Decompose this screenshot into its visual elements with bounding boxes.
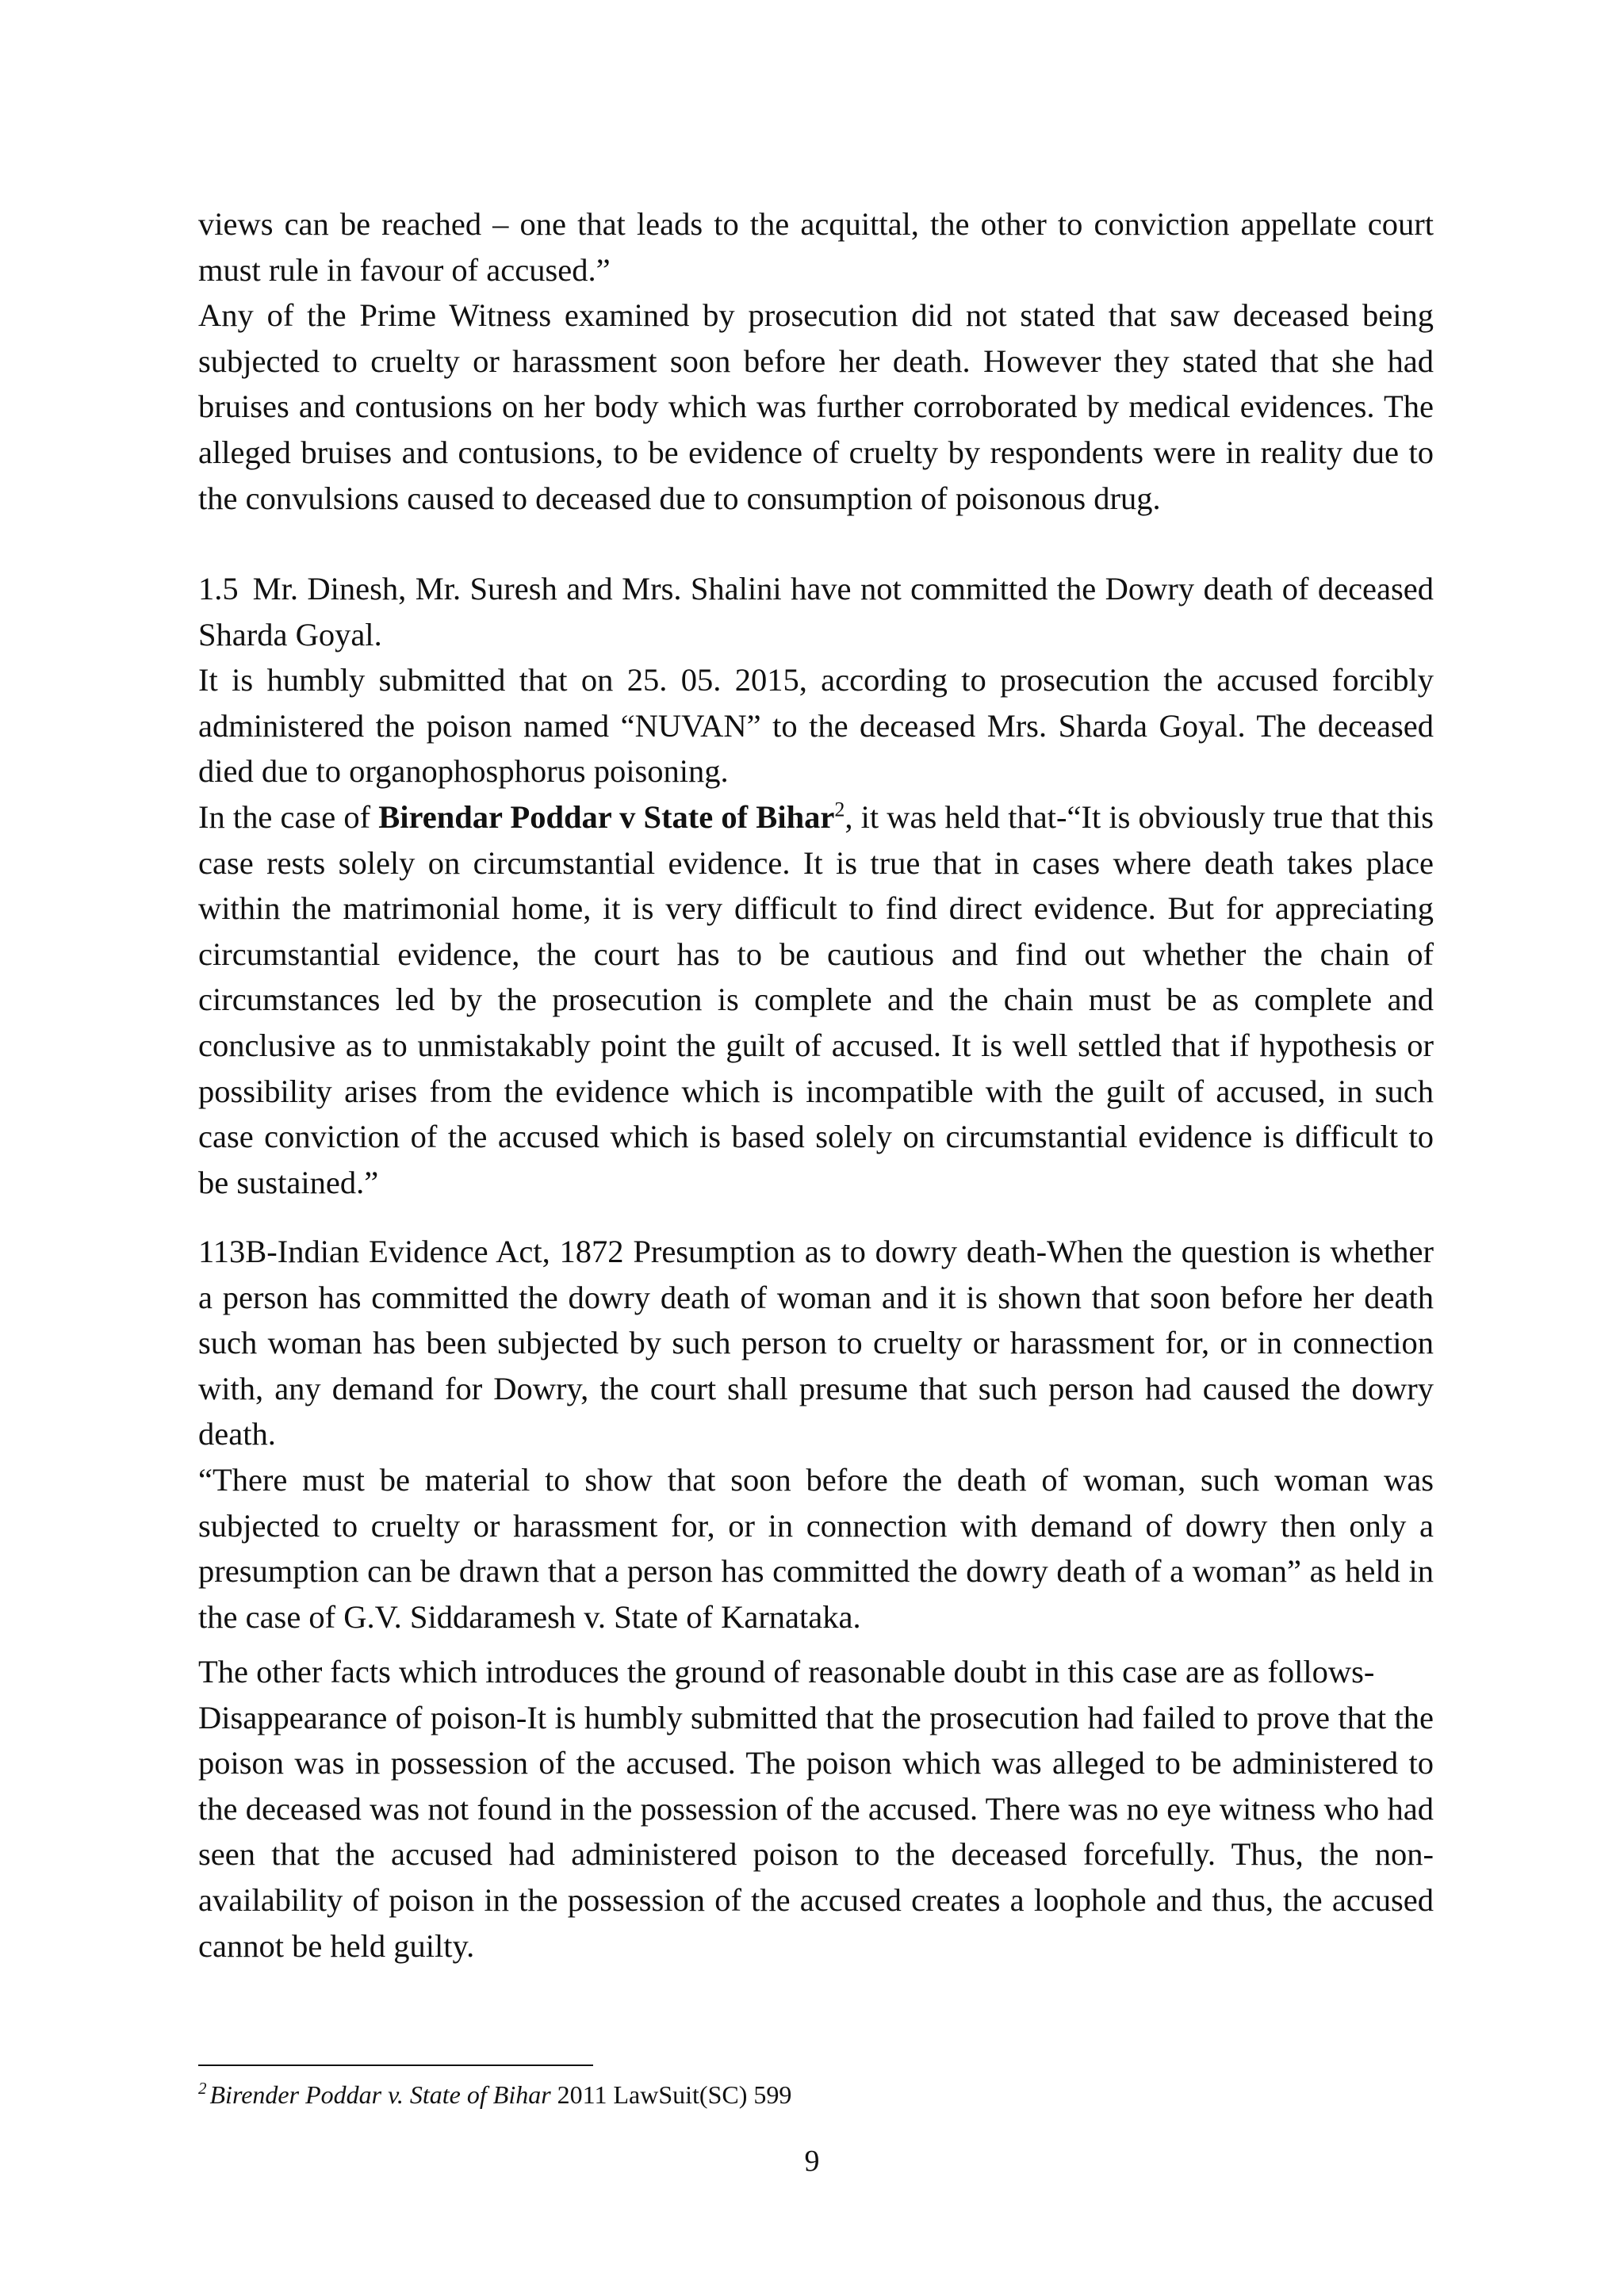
footnote-reference[interactable]: 2: [834, 798, 845, 821]
paragraph-quote-end: views can be reached – one that leads to the acquittal, the other to conviction appellate court must rule in favour of accused.”: [198, 206, 1434, 288]
paragraph-witness: Any of the Prime Witness examined by prosecution did not stated that saw deceased being subjected to cruelty or harassment soon before her death. However they stated that she had bruises and contusions on her body which was further corroborated by medical evidences. The alleged bruises and contusions, to be evidence of cruelty by respondents were in reality due to the convulsions caused to deceased due to consumption of poisonous drug.: [198, 297, 1434, 516]
paragraph-submission: It is humbly submitted that on 25. 05. 2015, according to prosecution the accused forcibly administered the poison named “NUVAN” to the deceased Mrs. Sharda Goyal. The deceased died due to organophosphorus poisoning.: [198, 662, 1434, 790]
case-holding-text: , it was held that-“It is obviously true that this case rests solely on circumstantial evidence. It is true that in cases where death takes place within the matrimonial home, it is very difficult to find direct evidence. But for appreciating circumstantial evidence, the court has to be cautious and find out whether the chain of circumstances led by the prosecution is complete and the chain must be as complete and conclusive as to unmistakably point the guilt of accused. It is well settled that if hypothesis or possibility arises from the evidence which is incompatible with the guilt of accused, in such case conviction of the accused which is based solely on circumstantial evidence is difficult to be sustained.”: [198, 798, 1434, 1200]
page-number: 9: [804, 2145, 820, 2178]
paragraph-section-113b: 113B-Indian Evidence Act, 1872 Presumption as to dowry death-When the question is whether a person has committed the dowry death of woman and it is shown that soon before her death such woman has been subjected by such person to cruelty or harassment for, or in connection with, any demand for Dowry, the court shall presume that such person had caused the dowry death.: [198, 1234, 1434, 1452]
footnote-citation: 2011 LawSuit(SC) 599: [550, 2080, 792, 2109]
section-title: Mr. Dinesh, Mr. Suresh and Mrs. Shalini have not committed the Dowry death of deceased Sharda Goyal.: [198, 571, 1434, 652]
paragraph-case-citation: [198, 794, 1434, 1205]
footnote-case-name: Birender Poddar v. State of Bihar: [209, 2080, 551, 2109]
case-name: Birendar Poddar v State of Bihar: [378, 798, 835, 835]
text-block-other-facts: [198, 1649, 1434, 1969]
footnote: [198, 2077, 1434, 2112]
paragraph-other-facts: The other facts which introduces the ground of reasonable doubt in this case are as follows-: [198, 1654, 1375, 1689]
section-heading: [198, 566, 1434, 657]
text-block-evidence-act: [198, 1229, 1434, 1640]
case-lead-text: In the case of: [198, 798, 379, 835]
section-number: 1.5: [198, 571, 239, 607]
footnote-number: 2: [198, 2079, 207, 2099]
paragraph-siddaramesh: “There must be material to show that soon before the death of woman, such woman was subjected to cruelty or harassment for, or in connection with demand of dowry then only a presumption can be drawn that a person has committed the dowry death of a woman” as held in the case of G.V. Siddaramesh v. State of Karnataka.: [198, 1461, 1434, 1635]
footnote-divider: [198, 2064, 593, 2066]
text-block-intro: [198, 201, 1434, 521]
paragraph-disappearance-of-poison: Disappearance of poison-It is humbly submitted that the prosecution had failed to prove that the poison was in possession of the accused. The poison which was alleged to be administered to the deceased was not found in the possession of the accused. There was no eye witness who had seen that the accused had administered poison to the deceased forcefully. Thus, the non-availability of poison in the possession of the accused creates a loophole and thus, the accused cannot be held guilty.: [198, 1699, 1434, 1964]
text-block-section-1-5: [198, 566, 1434, 1205]
